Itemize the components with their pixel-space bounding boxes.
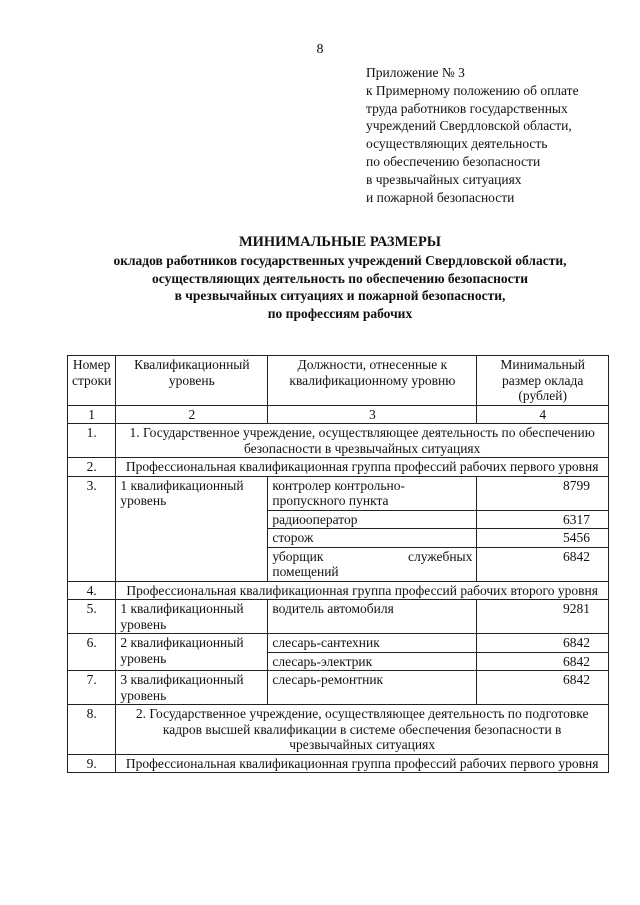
column-number: 2: [116, 405, 268, 424]
salary-value: 6842: [477, 634, 609, 653]
position-name: радиооператор: [268, 510, 477, 529]
position-name: слесарь-ремонтник: [268, 671, 477, 705]
position-name: контролер контрольно-пропускного пункта: [268, 476, 477, 510]
table-row: [68, 705, 609, 755]
qualification-level: 1 квалификационный уровень: [116, 600, 268, 634]
title-subtitle-line: окладов работников государственных учреждений Свердловской области,: [113, 253, 567, 268]
table-row: [68, 754, 609, 773]
header-min-salary: Минимальный размер оклада (рублей): [477, 356, 609, 406]
row-number: 6.: [68, 634, 116, 671]
column-number: 1: [68, 405, 116, 424]
table-row: [68, 458, 609, 477]
title-subtitle-line: осуществляющих деятельность по обеспечению безопасности: [152, 270, 528, 286]
section-heading: 1. Государственное учреждение, осуществляющее деятельность по обеспечению безопасности в чрезвычайных ситуациях: [116, 424, 609, 458]
table-row: [68, 600, 609, 634]
row-number: 3.: [68, 476, 116, 581]
appendix-reference: [366, 64, 626, 206]
appendix-line: к Примерному положению об оплате: [366, 82, 579, 98]
header-positions: Должности, отнесенные к квалификационному уровню: [268, 356, 477, 406]
title-main: МИНИМАЛЬНЫЕ РАЗМЕРЫ: [238, 234, 442, 250]
row-number: 2.: [68, 458, 116, 477]
column-number-row: [68, 405, 609, 424]
page-number: 8: [316, 42, 324, 57]
position-name: [268, 547, 477, 581]
document-title: [40, 233, 640, 322]
appendix-line: труда работников государственных: [366, 100, 568, 116]
position-name: слесарь-электрик: [268, 652, 477, 671]
salary-value: 6842: [477, 652, 609, 671]
row-number: 4.: [68, 581, 116, 600]
appendix-line: по обеспечению безопасности: [366, 153, 541, 169]
title-subtitle-line: по профессиям рабочих: [267, 305, 413, 321]
salary-table: [67, 355, 609, 773]
table-row: [68, 581, 609, 600]
appendix-line: учреждений Свердловской области,: [366, 118, 572, 134]
header-row-number: Номер строки: [68, 356, 116, 406]
table-row: [68, 671, 609, 705]
appendix-line: и пожарной безопасности: [366, 189, 515, 205]
table-row: [68, 476, 609, 510]
column-number: 3: [268, 405, 477, 424]
group-heading: Профессиональная квалификационная группа профессий рабочих первого уровня: [116, 754, 609, 773]
salary-value: 6842: [477, 547, 609, 581]
qualification-level: 2 квалификационный уровень: [116, 634, 268, 671]
position-word: помещений: [272, 564, 339, 579]
column-number: 4: [477, 405, 609, 424]
position-word: служебных: [408, 548, 473, 564]
salary-value: 9281: [477, 600, 609, 634]
row-number: 5.: [68, 600, 116, 634]
row-number: 9.: [68, 754, 116, 773]
position-name: сторож: [268, 529, 477, 548]
position-word: уборщик: [272, 548, 324, 564]
section-heading: 2. Государственное учреждение, осуществляющее деятельность по подготовке кадров высшей квалификации в системе обеспечения безопасности в чрезвычайных ситуациях: [116, 705, 609, 755]
position-name: слесарь-сантехник: [268, 634, 477, 653]
group-heading: Профессиональная квалификационная группа профессий рабочих первого уровня: [116, 458, 609, 477]
salary-value: 8799: [477, 476, 609, 510]
qualification-level: 1 квалификационный уровень: [116, 476, 268, 581]
row-number: 7.: [68, 671, 116, 705]
appendix-line: осуществляющих деятельность: [366, 136, 548, 152]
salary-value: 5456: [477, 529, 609, 548]
header-qualification-level: Квалификационный уровень: [116, 356, 268, 406]
salary-value: 6317: [477, 510, 609, 529]
title-subtitle-line: в чрезвычайных ситуациях и пожарной безопасности,: [174, 288, 506, 303]
group-heading: Профессиональная квалификационная группа профессий рабочих второго уровня: [116, 581, 609, 600]
appendix-line: Приложение № 3: [366, 65, 465, 80]
position-name: водитель автомобиля: [268, 600, 477, 634]
appendix-line: в чрезвычайных ситуациях: [366, 171, 522, 187]
row-number: 1.: [68, 424, 116, 458]
table-row: [68, 424, 609, 458]
row-number: 8.: [68, 705, 116, 755]
qualification-level: 3 квалификационный уровень: [116, 671, 268, 705]
table-row: [68, 634, 609, 653]
table-header-row: [68, 356, 609, 406]
salary-value: 6842: [477, 671, 609, 705]
